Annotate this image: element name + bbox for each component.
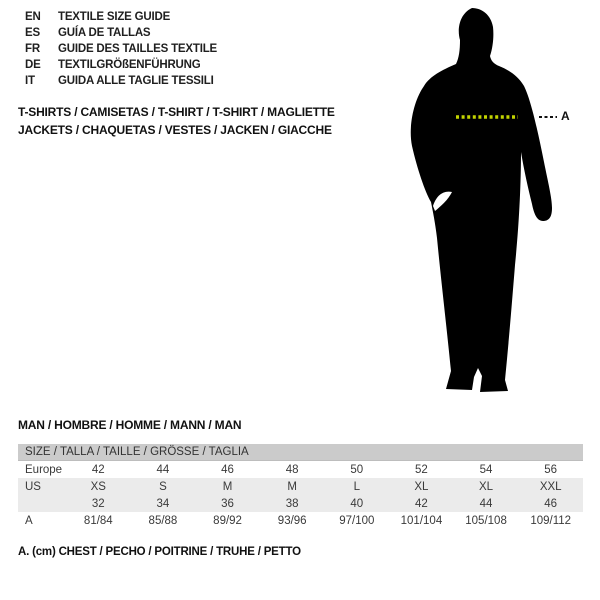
table-cell: 85/88 [148,514,178,527]
language-code: ES [25,27,40,39]
row-label: A [25,514,33,527]
table-cell: 97/100 [339,514,375,527]
table-cell: L [353,480,361,493]
man-silhouette-shape [411,8,552,392]
table-cell: 42 [91,463,105,476]
table-row-europe [18,461,583,478]
table-cell: 38 [285,497,299,510]
table-cell: 56 [544,463,558,476]
language-list [25,9,217,89]
section-title: MAN / HOMBRE / HOMME / MANN / MAN [18,418,242,432]
table-cell: M [287,480,297,493]
table-cell: 44 [479,497,493,510]
category-tshirts: T-SHIRTS / CAMISETAS / T-SHIRT / T-SHIRT / MAGLIETTE [18,105,335,119]
language-code: IT [25,75,35,87]
language-label: GUÍA DE TALLAS [58,27,151,39]
language-code: DE [25,59,41,71]
table-cell: 81/84 [83,514,113,527]
table-cell: 89/92 [213,514,242,527]
category-lines [18,103,335,139]
table-row-chest [18,512,583,529]
language-label: TEXTILE SIZE GUIDE [58,11,171,23]
table-cell: 52 [415,463,428,476]
man-silhouette [400,0,600,400]
language-label: TEXTILGRÖßENFÜHRUNG [58,59,201,71]
table-cell: 44 [156,463,170,476]
table-cell: 48 [285,463,299,476]
table-cell: 46 [544,497,558,510]
table-cell: 34 [156,497,170,510]
table-cell: M [222,480,233,493]
table-cell: XL [414,480,429,493]
footnote-chest: A. (cm) CHEST / PECHO / POITRINE / TRUHE / PETTO [18,546,301,558]
table-header [18,444,583,461]
language-row-de [25,57,217,73]
language-row-fr [25,41,217,57]
table-cell: 32 [91,497,105,510]
row-label: Europe [25,463,63,476]
language-label: GUIDE DES TAILLES TEXTILE [58,43,217,55]
table-cell: XXL [539,480,562,493]
table-cell: XS [90,480,106,493]
language-code: EN [25,11,41,23]
table-cell: 50 [350,463,364,476]
table-row-numeric [18,495,583,512]
table-cell: 93/96 [277,514,307,527]
table-cell: 46 [221,463,234,476]
table-header-label: SIZE / TALLA / TAILLE / GRÖSSE / TAGLIA [25,446,249,458]
measure-label-a: A [561,109,570,123]
table-cell: 42 [415,497,428,510]
table-cell: 105/108 [465,514,507,527]
table-cell: 36 [221,497,234,510]
row-label: US [25,480,41,493]
table-cell: 54 [479,463,493,476]
size-table [18,444,583,529]
language-row-it [25,73,217,89]
table-cell: 40 [350,497,364,510]
table-cell: 109/112 [530,514,572,527]
table-cell: 101/104 [400,514,443,527]
language-label: GUIDA ALLE TAGLIE TESSILI [58,75,214,87]
table-row-us [18,478,583,495]
language-row-es [25,25,217,41]
table-cell: XL [479,480,494,493]
language-row-en [25,9,217,25]
table-cell: S [159,480,167,493]
language-code: FR [25,43,40,55]
category-jackets: JACKETS / CHAQUETAS / VESTES / JACKEN / GIACCHE [18,123,332,137]
